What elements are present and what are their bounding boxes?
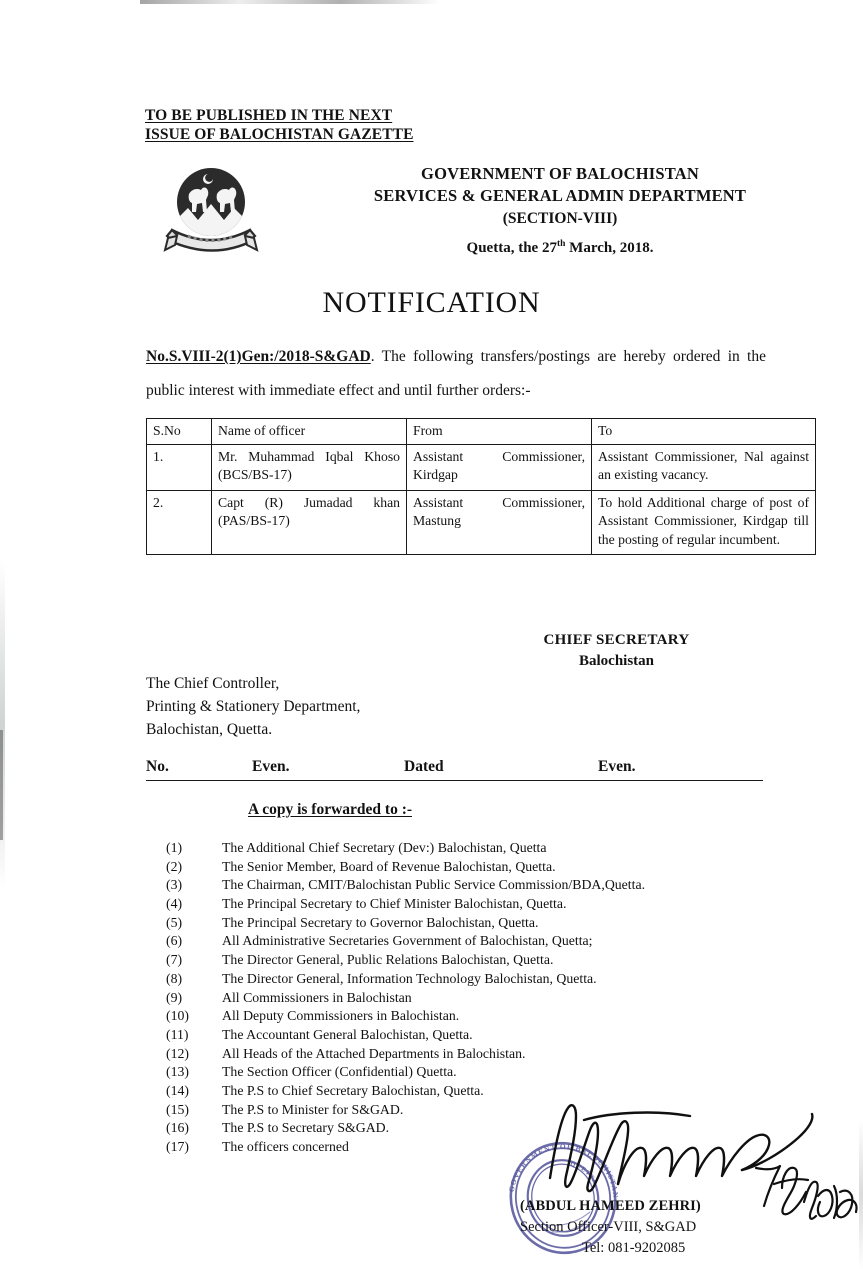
transfers-table bbox=[146, 418, 816, 555]
list-item-text: The P.S to Minister for S&GAD. bbox=[222, 1101, 404, 1117]
letterhead-department-line: SERVICES & GENERAL ADMIN DEPARTMENT bbox=[373, 186, 747, 205]
cell-from: Assistant Commissioner, Mastung bbox=[407, 490, 592, 555]
list-item bbox=[166, 952, 766, 971]
reference-number: No.S.VIII-2(1)Gen:/2018-S&GAD bbox=[146, 348, 371, 365]
list-item-text: The P.S to Secretary S&GAD. bbox=[222, 1120, 390, 1136]
cell-to: Assistant Commissioner, Nal against an existing vacancy. bbox=[592, 444, 816, 490]
list-item-number: (8) bbox=[166, 970, 183, 986]
list-item-number: (16) bbox=[166, 1120, 189, 1136]
list-item-number: (10) bbox=[166, 1008, 189, 1024]
list-item-text: All Deputy Commissioners in Balochistan. bbox=[222, 1008, 460, 1024]
list-item-number: (6) bbox=[166, 933, 183, 949]
svg-text:GOVERNMENT OF BALOCHISTAN: GOVERNMENT OF BALOCHISTAN bbox=[506, 1141, 621, 1199]
cell-name: Mr. Muhammad Iqbal Khoso (BCS/BS-17) bbox=[212, 444, 407, 490]
list-item-number: (1) bbox=[166, 840, 183, 855]
list-item-number: (14) bbox=[166, 1082, 189, 1098]
list-item bbox=[166, 1120, 766, 1139]
cell-sno: 2. bbox=[147, 490, 212, 555]
table-row bbox=[147, 444, 816, 490]
column-header-sno: S.No bbox=[147, 419, 212, 445]
list-item-number: (11) bbox=[166, 1026, 189, 1042]
cell-to: To hold Additional charge of post of Assistant Commissioner, Kirdgap till the posting of regular incumbent. bbox=[592, 490, 816, 555]
list-item-number: (9) bbox=[166, 989, 183, 1005]
list-item-text: The P.S to Chief Secretary Balochistan, Quetta. bbox=[222, 1082, 484, 1098]
endorsement-dated-value: Even. bbox=[598, 758, 636, 775]
scan-artifact-left bbox=[0, 560, 5, 890]
addressee-line2: Printing & Stationery Department, bbox=[146, 698, 361, 715]
column-header-from: From bbox=[407, 419, 592, 445]
svg-text:QUETTA: QUETTA bbox=[569, 1160, 599, 1187]
list-item bbox=[166, 1083, 766, 1102]
column-header-name: Name of officer bbox=[212, 419, 407, 445]
cell-from: Assistant Commissioner, Kirdgap bbox=[407, 444, 592, 490]
column-header-to: To bbox=[592, 419, 816, 445]
list-item bbox=[166, 933, 766, 952]
list-item bbox=[166, 1046, 766, 1065]
chief-secretary-province: Balochistan bbox=[578, 653, 654, 669]
scan-artifact-right bbox=[859, 1120, 863, 1270]
list-item bbox=[166, 840, 766, 859]
notification-body-text: . The following transfers/postings are hereby ordered in the public interest with immediate effect and until further orders:- bbox=[146, 348, 766, 399]
list-item-text: The Section Officer (Confidential) Quetta. bbox=[222, 1064, 457, 1080]
addressee-line1: The Chief Controller, bbox=[146, 675, 280, 692]
list-item-text: The Additional Chief Secretary (Dev:) Balochistan, Quetta bbox=[222, 840, 547, 855]
list-item-text: All Heads of the Attached Departments in Balochistan. bbox=[222, 1045, 526, 1061]
distribution-list bbox=[166, 840, 766, 1158]
page-title: NOTIFICATION bbox=[322, 286, 541, 319]
addressee-block bbox=[146, 672, 360, 741]
endorsement-dated-label: Dated bbox=[404, 758, 444, 775]
endorsement-no-label: No. bbox=[146, 758, 169, 775]
list-item bbox=[166, 915, 766, 934]
list-item bbox=[166, 1008, 766, 1027]
list-item bbox=[166, 1102, 766, 1121]
list-item bbox=[166, 990, 766, 1009]
letterhead-government-line: GOVERNMENT OF BALOCHISTAN bbox=[421, 164, 699, 183]
list-item bbox=[166, 877, 766, 896]
list-item-number: (3) bbox=[166, 877, 183, 893]
list-item-text: The Senior Member, Board of Revenue Balochistan, Quetta. bbox=[222, 858, 556, 874]
letterhead bbox=[280, 163, 840, 257]
list-item-number: (7) bbox=[166, 952, 183, 968]
gazette-note-line2: ISSUE OF BALOCHISTAN GAZETTE bbox=[145, 126, 414, 143]
list-item-text: The Principal Secretary to Chief Minister Balochistan, Quetta. bbox=[222, 896, 567, 912]
list-item-text: The Chairman, CMIT/Balochistan Public Service Commission/BDA,Quetta. bbox=[222, 877, 646, 893]
list-item-text: All Administrative Secretaries Government of Balochistan, Quetta; bbox=[222, 933, 593, 949]
list-item bbox=[166, 1139, 766, 1158]
forwarded-title: A copy is forwarded to :- bbox=[248, 801, 413, 818]
list-item bbox=[166, 1064, 766, 1083]
signatory-name: (ABDUL HAMEED ZEHRI) bbox=[520, 1198, 701, 1214]
signatory-telephone: Tel: 081-9202085 bbox=[582, 1240, 686, 1256]
cell-sno: 1. bbox=[147, 444, 212, 490]
list-item-number: (17) bbox=[166, 1139, 189, 1154]
place-date-suffix: March, 2018. bbox=[565, 240, 654, 256]
list-item-text: The Director General, Information Technology Balochistan, Quetta. bbox=[222, 970, 597, 986]
list-item bbox=[166, 859, 766, 878]
table-header-row bbox=[147, 419, 816, 445]
chief-secretary-signature-block bbox=[470, 630, 763, 672]
list-item-number: (2) bbox=[166, 858, 183, 874]
list-item-number: (13) bbox=[166, 1064, 189, 1080]
endorsement-even-line bbox=[146, 758, 763, 781]
balochistan-government-emblem-icon bbox=[162, 160, 260, 260]
cell-name: Capt (R) Jumadad khan (PAS/BS-17) bbox=[212, 490, 407, 555]
chief-secretary-title: CHIEF SECRETARY bbox=[543, 632, 690, 648]
list-item-number: (4) bbox=[166, 896, 183, 912]
list-item bbox=[166, 896, 766, 915]
gazette-note-line1: TO BE PUBLISHED IN THE NEXT bbox=[145, 107, 393, 124]
gazette-publication-note bbox=[145, 106, 414, 144]
letterhead-place-date bbox=[280, 239, 840, 257]
scan-artifact-left-mark bbox=[0, 730, 3, 840]
addressee-line3: Balochistan, Quetta. bbox=[146, 721, 273, 738]
list-item-text: The Principal Secretary to Governor Balochistan, Quetta. bbox=[222, 914, 539, 930]
list-item-number: (12) bbox=[166, 1045, 189, 1061]
list-item bbox=[166, 1027, 766, 1046]
list-item-text: The officers concerned bbox=[222, 1139, 349, 1154]
signatory-role: Section Officer-VIII, S&GAD bbox=[520, 1219, 697, 1235]
place-date-prefix: Quetta, the 27 bbox=[466, 240, 557, 256]
officer-signature-block bbox=[520, 1196, 800, 1259]
list-item-number: (5) bbox=[166, 914, 183, 930]
letterhead-section-line: (SECTION-VIII) bbox=[502, 210, 618, 227]
scan-artifact-top bbox=[140, 0, 440, 4]
list-item-text: The Accountant General Balochistan, Quetta. bbox=[222, 1026, 473, 1042]
list-item bbox=[166, 971, 766, 990]
list-item-text: The Director General, Public Relations Balochistan, Quetta. bbox=[222, 952, 554, 968]
list-item-number: (15) bbox=[166, 1101, 189, 1117]
list-item-text: All Commissioners in Balochistan bbox=[222, 989, 412, 1005]
place-date-ordinal: th bbox=[556, 239, 566, 249]
endorsement-no-value: Even. bbox=[252, 758, 290, 775]
notification-body bbox=[146, 340, 766, 408]
table-row bbox=[147, 490, 816, 555]
